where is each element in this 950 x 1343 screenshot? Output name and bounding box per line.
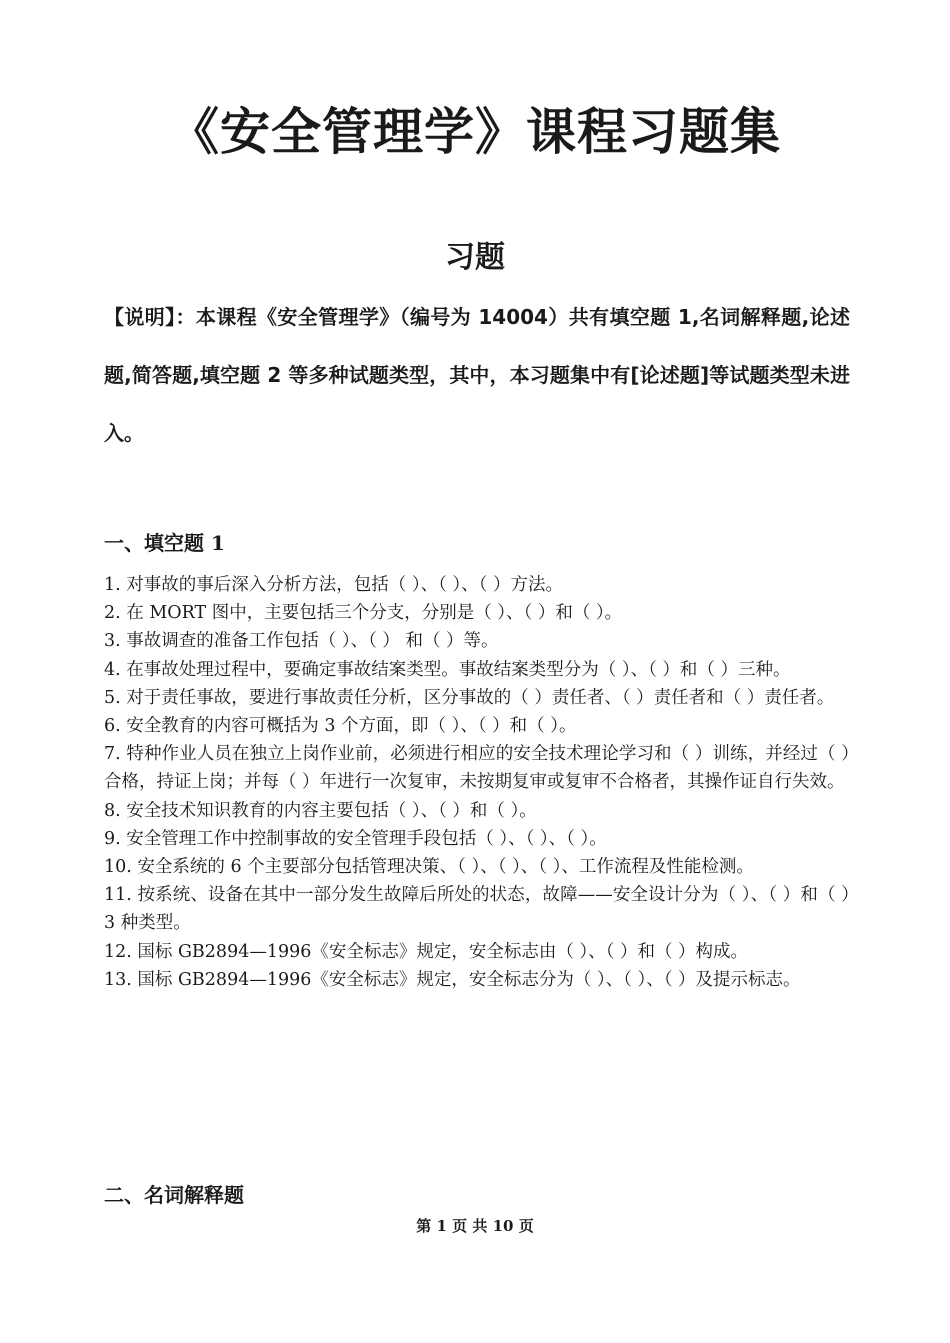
question-item: 3. 事故调查的准备工作包括（ ）、（ ） 和（ ）等。 — [104, 631, 499, 652]
question-item: 13. 国标 GB2894—1996《安全标志》规定，安全标志分为（ ）、（ ）、（ ）及提示标志。 — [104, 969, 801, 990]
question-item: 7. 特种作业人员在独立上岗作业前，必须进行相应的安全技术理论学习和（ ）训练，并经过（ ）合格，持证上岗；并每（ ）年进行一次复审，未按期复审或复审不合格者，其操作证自行失效。 — [104, 744, 850, 793]
question-item: 1. 对事故的事后深入分析方法，包括（ ）、（ ）、（ ）方法。 — [104, 575, 563, 595]
question-list — [104, 571, 850, 994]
instructions-note: 【说明】：本课程《安全管理学》（编号为 14004）共有填空题 1,名词解释题,论述题,简答题,填空题 2 等多种试题类型，其中，本习题集中有[论述题]等试题类型未进入。 — [104, 305, 850, 445]
part-title-term-definitions: 二、名词解释题 — [104, 1183, 244, 1207]
question-item: 8. 安全技术知识教育的内容主要包括（ ）、（ ）和（ ）。 — [104, 800, 537, 821]
question-item: 11. 按系统、设备在其中一部分发生故障后所处的状态，故障——安全设计分为（ ）、（ ）和（ ）3 种类型。 — [104, 885, 850, 934]
question-item: 9. 安全管理工作中控制事故的安全管理手段包括（ ）、（ ）、（ ）。 — [104, 828, 607, 849]
page-footer: 第 1 页 共 10 页 — [416, 1217, 534, 1235]
question-item: 4. 在事故处理过程中，要确定事故结案类型。事故结案类型分为（ ）、（ ）和（ ）三种。 — [104, 659, 791, 680]
document-title: 《安全管理学》课程习题集 — [169, 103, 781, 161]
question-item: 6. 安全教育的内容可概括为 3 个方面，即（ ）、（ ）和（ ）。 — [104, 716, 577, 737]
section-heading: 习题 — [445, 240, 505, 275]
question-item: 10. 安全系统的 6 个主要部分包括管理决策、（ ）、（ ）、（ ）、工作流程及性能检测。 — [104, 857, 754, 878]
question-item: 5. 对于责任事故，要进行事故责任分析，区分事故的（ ）责任者、（ ）责任者和（ ）责任者。 — [104, 687, 835, 708]
question-item: 2. 在 MORT 图中，主要包括三个分支，分别是（ ）、（ ）和（ ）。 — [104, 603, 623, 624]
question-item: 12. 国标 GB2894—1996《安全标志》规定，安全标志由（ ）、（ ）和（ ）构成。 — [104, 941, 749, 962]
part-title-fill-in-blank: 一、填空题 1 — [104, 531, 225, 555]
